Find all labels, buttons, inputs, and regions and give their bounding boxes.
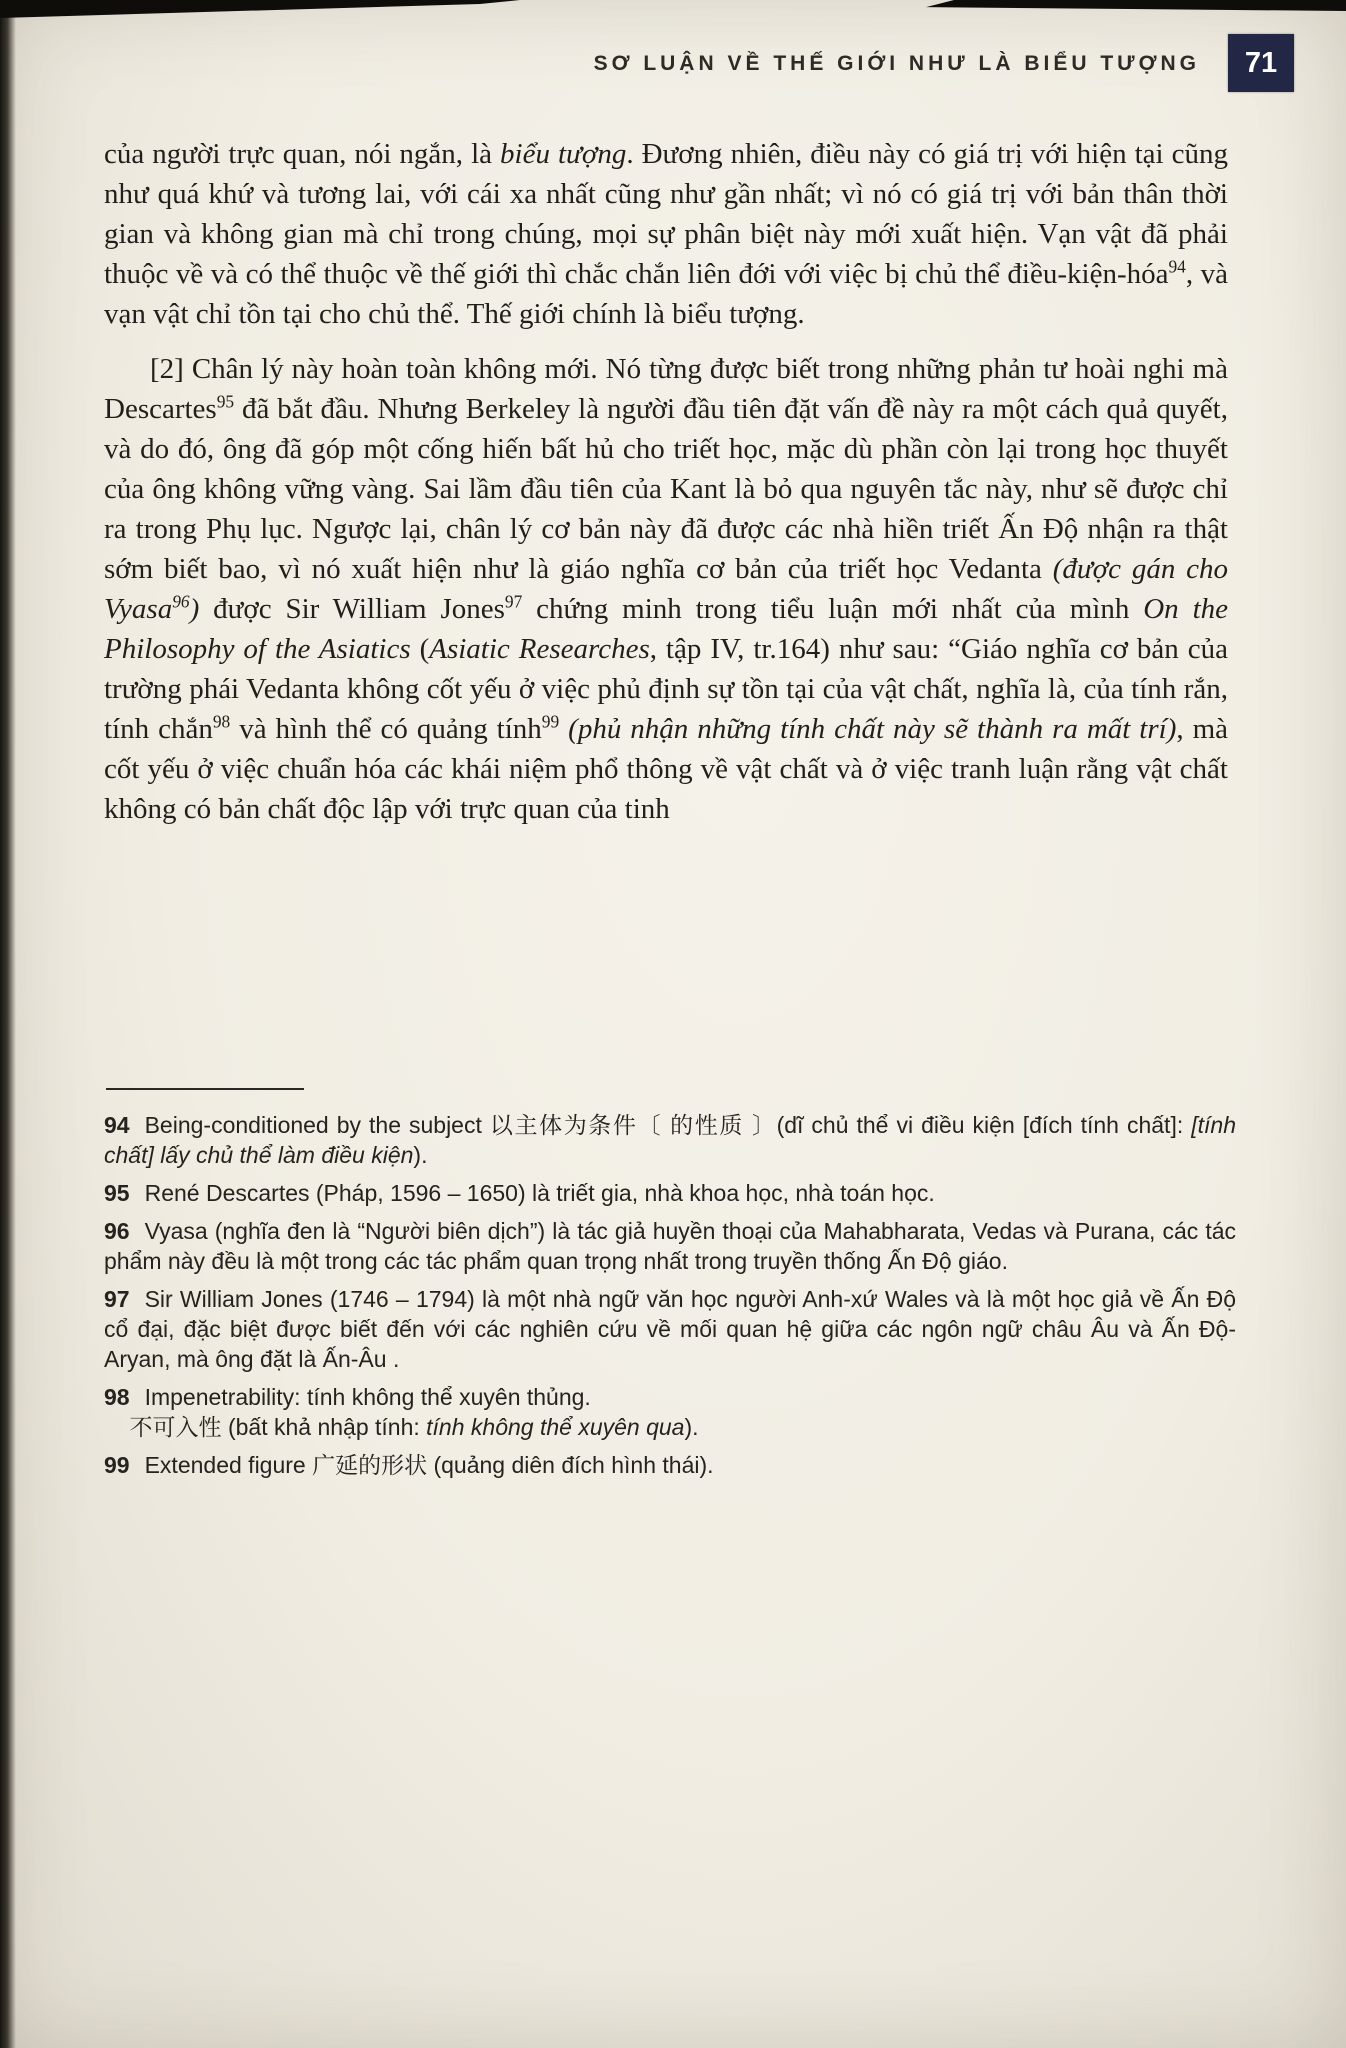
running-header-title: SƠ LUẬN VỀ THẾ GIỚI NHƯ LÀ BIỂU TƯỢNG xyxy=(593,52,1200,75)
footnote xyxy=(104,1110,1236,1170)
text-run: biểu tượng xyxy=(500,138,627,170)
text-run: đã bắt đầu. Nhưng Berkeley là người đầu tiên đặt vấn đề này ra một cách quả quyết, và do đó, ông đã góp một cống hiến bất hủ cho triết học, mặc dù phần còn lại trong học thuyết của ông không vững vàng. Sai lầm đầu tiên của Kant là bỏ qua nguyên tắc này, như sẽ được chỉ ra trong Phụ lục. Ngược lại, chân lý cơ bản này đã được các nhà hiền triết Ấn Độ nhận ra thật sớm biết bao, vì nó xuất hiện như là giáo nghĩa cơ bản của triết học Vedanta xyxy=(104,393,1228,585)
footnote xyxy=(104,1382,1236,1442)
page-number-badge xyxy=(1228,34,1294,92)
text-run: On the Philosophy of the Asiatics xyxy=(104,593,1228,665)
text-run: , và vạn vật chỉ tồn tại cho chủ thể. Thế giới chính là biểu tượng. xyxy=(104,258,1228,330)
text-run: ) xyxy=(189,593,200,625)
text-run: René Descartes (Pháp, 1596 – 1650) là triết gia, nhà khoa học, nhà toán học. xyxy=(144,1180,935,1206)
footnote-marker: 96 xyxy=(172,591,190,612)
text-run: Sir William Jones (1746 – 1794) là một nhà ngữ văn học người Anh-xứ Wales và là một học giả về Ấn Độ cổ đại, đặc biệt được biết đến với các nghiên cứu về mối quan hệ giữa các ngôn ngữ châu Âu và Ấn Độ-Aryan, mà ông đặt là Ấn-Âu . xyxy=(104,1286,1236,1372)
footnote-marker: 98 xyxy=(212,711,231,732)
text-run: tính không thể xuyên qua xyxy=(426,1414,685,1440)
footnote-marker: 94 xyxy=(1168,256,1186,277)
page-header xyxy=(0,0,1346,100)
footnote-number: 97 xyxy=(104,1286,130,1312)
footnote-marker: 95 xyxy=(216,391,235,412)
footnote-number: 98 xyxy=(104,1384,130,1410)
footnote-marker: 97 xyxy=(504,591,523,612)
footnote-number: 99 xyxy=(104,1452,130,1478)
paragraph xyxy=(104,134,1228,334)
text-run: . Đương nhiên, điều này có giá trị với hiện tại cũng như quá khứ và tương lai, với cái xa nhất cũng như gần nhất; vì nó có giá trị với bản thân thời gian và không gian mà chỉ trong chúng, mọi sự phân biệt này mới xuất hiện. Vạn vật đã phải thuộc về và có thể thuộc về thế giới thì chắc chắn liên đới với việc bị chủ thể điều-kiện-hóa xyxy=(104,138,1229,290)
text-run: và hình thể có quảng tính xyxy=(230,713,542,745)
text-run xyxy=(559,713,568,745)
footnote-number: 95 xyxy=(104,1180,130,1206)
text-run: Extended figure 广延的形状 (quảng diên đích hình thái). xyxy=(144,1452,714,1478)
footnote-marker: 99 xyxy=(541,711,560,732)
text-run: (được gán cho Vyasa xyxy=(104,553,1228,625)
text-run: [2] Chân lý này hoàn toàn không mới. Nó từng được biết trong những phản tư hoài nghi mà Descartes xyxy=(104,353,1228,425)
text-run: ). xyxy=(684,1414,699,1440)
text-run: Asiatic Researches xyxy=(429,633,650,665)
footnote xyxy=(104,1284,1236,1374)
footnote-number: 96 xyxy=(104,1218,130,1244)
text-run: , tập IV, tr.164) như sau: “Giáo nghĩa cơ bản của trường phái Vedanta không cốt yếu ở việc phủ định sự tồn tại của vật chất, nghĩa là, của tính rắn, tính chắn xyxy=(104,633,1228,745)
paragraph xyxy=(104,349,1228,829)
text-run: của người trực quan, nói ngắn, là xyxy=(104,138,501,170)
text-run: Impenetrability: tính không thể xuyên thủng. xyxy=(144,1384,591,1410)
text-run: ( xyxy=(410,633,430,665)
text-run: , mà cốt yếu ở việc chuẩn hóa các khái niệm phổ thông về vật chất và ở việc tranh luận rằng vật chất không có bản chất độc lập với trực quan của tinh xyxy=(104,713,1229,825)
footnote xyxy=(104,1216,1236,1276)
text-run: [tính chất] lấy chủ thể làm điều kiện xyxy=(104,1112,1236,1168)
text-run: chứng minh trong tiểu luận mới nhất của mình xyxy=(522,593,1144,625)
text-run: (phủ nhận những tính chất này sẽ thành ra mất trí) xyxy=(568,713,1177,745)
footnote-number: 94 xyxy=(104,1112,130,1138)
text-run: ). xyxy=(413,1142,428,1168)
text-run: 不可入性 (bất khả nhập tính: xyxy=(104,1414,427,1440)
footnote xyxy=(104,1450,1236,1480)
footnotes-section xyxy=(104,1110,1236,1488)
text-run: Vyasa (nghĩa đen là “Người biên dịch”) là tác giả huyền thoại của Mahabharata, Vedas và Purana, các tác phẩm này đều là một trong các tác phẩm quan trọng nhất trong truyền thống Ấn Độ giáo. xyxy=(104,1218,1236,1274)
text-run: được Sir William Jones xyxy=(199,593,505,625)
page-left-binding-shadow xyxy=(0,0,16,2048)
text-run: Being-conditioned by the subject 以主体为条件〔 的性质 〕(dĩ chủ thể vi điều kiện [đích tính chất]: xyxy=(144,1112,1192,1138)
footnote xyxy=(104,1178,1236,1208)
body-text xyxy=(104,134,1228,829)
footnote-separator-rule xyxy=(106,1088,304,1090)
page-number: 71 xyxy=(1244,46,1278,79)
